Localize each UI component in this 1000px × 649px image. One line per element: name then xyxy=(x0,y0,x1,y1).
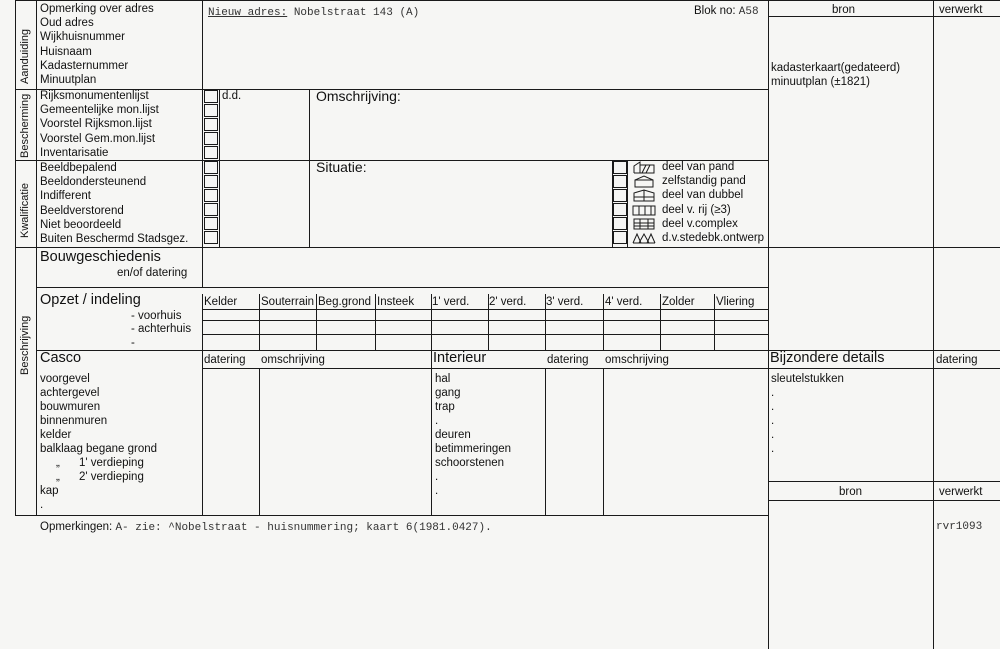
stedebk-ontwerp-icon xyxy=(632,231,656,244)
rule-fl-7 xyxy=(603,294,604,350)
verwerkt-header: verwerkt xyxy=(939,4,983,16)
checkbox-beeldondersteunend[interactable] xyxy=(204,175,218,188)
rule-sit-cb-right xyxy=(627,160,628,247)
opzet-label: Opzet / indeling xyxy=(40,292,141,308)
field-beeldbepalend: Beeldbepalend xyxy=(40,162,117,174)
zelfstandig-pand-icon xyxy=(632,175,656,188)
bescherming-field-list xyxy=(40,89,159,160)
rule-bron-left xyxy=(768,0,769,649)
option-deel-van-dubbel: deel van dubbel xyxy=(662,189,744,202)
checkbox-deel-v-rij[interactable] xyxy=(613,203,627,216)
bijzondere-item-dot-5: . xyxy=(771,443,775,455)
bijzondere-title: Bijzondere details xyxy=(770,350,885,366)
field-inventarisatie: Inventarisatie xyxy=(40,146,109,159)
option-deel-v-complex: deel v.complex xyxy=(662,217,738,230)
floor-2-verd: 2' verd. xyxy=(489,296,527,308)
opzet-voorhuis: - voorhuis xyxy=(131,310,182,322)
rule-check-col-right xyxy=(219,89,220,247)
checkbox-rijksmon[interactable] xyxy=(204,90,218,103)
rule-interieur-left xyxy=(431,350,432,515)
interieur-col-datering: datering xyxy=(547,354,589,366)
interieur-item-deuren: deuren xyxy=(435,429,471,441)
option-zelfstandig-pand: zelfstandig pand xyxy=(662,175,746,188)
interieur-item-dot-3: . xyxy=(435,485,439,497)
source-minuutplan: minuutplan (±1821) xyxy=(771,76,871,89)
field-wijkhuisnummer: Wijkhuisnummer xyxy=(40,31,125,44)
checkbox-inventarisatie[interactable] xyxy=(204,146,218,159)
bijzondere-verwerkt: verwerkt xyxy=(939,486,983,498)
opzet-achterhuis: - achterhuis xyxy=(131,323,192,335)
casco-item-2-verdieping: „ 2' verdieping xyxy=(56,471,144,483)
rule-opzet-1 xyxy=(202,309,768,310)
archive-code: rvr1093 xyxy=(936,521,983,533)
checkbox-niet-beoordeeld[interactable] xyxy=(204,217,218,230)
floor-vliering: Vliering xyxy=(716,296,755,308)
casco-item-achtergevel: achtergevel xyxy=(40,387,100,399)
casco-item-kap: kap xyxy=(40,485,59,497)
aanduiding-field-list xyxy=(40,2,154,87)
interieur-item-dot-1: . xyxy=(435,415,439,427)
floor-beg-grond: Beg.grond xyxy=(318,296,372,308)
floor-1-verd: 1' verd. xyxy=(432,296,470,308)
rule-opzet-2 xyxy=(202,320,768,321)
checkbox-zelfstandig-pand[interactable] xyxy=(613,175,627,188)
bouwgeschiedenis-label: Bouwgeschiedenis xyxy=(40,249,161,265)
casco-item-bouwmuren: bouwmuren xyxy=(40,401,101,413)
checkbox-stedebk-ontwerp[interactable] xyxy=(613,231,627,244)
bijzondere-item-dot-3: . xyxy=(771,415,775,427)
casco-col-omschrijving: omschrijving xyxy=(261,354,325,366)
source-kadasterkaart: kadasterkaart(gedateerd) xyxy=(771,62,901,74)
rule-int-oms xyxy=(603,368,604,515)
rule-aand-field xyxy=(202,0,203,89)
option-deel-van-pand: deel van pand xyxy=(662,161,735,173)
option-stedebk-ontwerp: d.v.stedebk.ontwerp xyxy=(662,232,765,245)
section-label-beschrijving: Beschrijving xyxy=(19,315,31,375)
deel-van-pand-icon xyxy=(632,161,656,174)
rule-fl-2 xyxy=(316,294,317,350)
rule-fl-8 xyxy=(660,294,661,350)
section-label-aanduiding: Aanduiding xyxy=(19,28,31,84)
section-label-kwalificatie: Kwalificatie xyxy=(19,182,31,238)
casco-item-list xyxy=(40,372,157,512)
field-opmerking-adres: Opmerking over adres xyxy=(40,3,154,15)
floor-4-verd: 4' verd. xyxy=(605,296,643,308)
rule-check-col xyxy=(202,89,203,247)
field-kadasternummer: Kadasternummer xyxy=(40,59,129,72)
opmerkingen-label: Opmerkingen: xyxy=(40,521,113,533)
casco-item-extra: . xyxy=(40,499,44,511)
interieur-item-dot-2: . xyxy=(435,471,439,483)
blok-no-value: A58 xyxy=(738,6,759,18)
checkbox-beeldverstorend[interactable] xyxy=(204,203,218,216)
field-rijksmonumentenlijst: Rijksmonumentenlijst xyxy=(40,90,149,102)
field-oud-adres: Oud adres xyxy=(40,17,94,30)
checkbox-buiten-beschermd[interactable] xyxy=(204,231,218,244)
field-voorstel-rijksmon: Voorstel Rijksmon.lijst xyxy=(40,118,152,131)
bijzondere-item-dot-2: . xyxy=(771,401,775,413)
field-gemeentelijke-mon-lijst: Gemeentelijke mon.lijst xyxy=(40,104,159,117)
omschrijving-label: Omschrijving: xyxy=(316,88,401,104)
blok-no-label: Blok no: xyxy=(694,5,736,17)
rule-top xyxy=(15,0,1000,1)
rule-fl-3 xyxy=(375,294,376,350)
casco-col-datering: datering xyxy=(204,354,246,366)
situatie-label: Situatie: xyxy=(316,159,367,175)
floor-3-verd: 3' verd. xyxy=(546,296,584,308)
checkbox-deel-van-pand[interactable] xyxy=(613,161,627,174)
checkbox-deel-van-dubbel[interactable] xyxy=(613,189,627,202)
interieur-col-omschrijving: omschrijving xyxy=(605,354,669,366)
rule-int-dat xyxy=(545,368,546,515)
rule-casco-header xyxy=(202,368,1000,369)
rule-kwalificatie-bottom xyxy=(15,247,1000,248)
checkbox-voorstel-gem[interactable] xyxy=(204,132,218,145)
dd-label: d.d. xyxy=(222,90,242,102)
floor-kelder: Kelder xyxy=(204,296,238,308)
checkbox-deel-v-complex[interactable] xyxy=(613,217,627,230)
casco-item-voorgevel: voorgevel xyxy=(40,373,90,385)
kwalificatie-field-list xyxy=(40,161,188,246)
rule-left xyxy=(15,0,16,515)
field-huisnaam: Huisnaam xyxy=(40,45,92,58)
casco-item-balklaag: balklaag begane grond xyxy=(40,443,158,455)
field-niet-beoordeeld: Niet beoordeeld xyxy=(40,218,122,231)
interieur-item-gang: gang xyxy=(435,387,461,399)
nieuw-adres-value: Nobelstraat 143 (A) xyxy=(293,7,420,19)
section-label-bescherming: Bescherming xyxy=(19,93,31,158)
interieur-item-schoorstenen: schoorstenen xyxy=(435,457,505,469)
casco-item-binnenmuren: binnenmuren xyxy=(40,415,108,427)
rule-opzet-3 xyxy=(202,334,768,335)
blok-no xyxy=(694,4,759,19)
interieur-item-list xyxy=(435,372,511,498)
bron-header: bron xyxy=(832,4,856,16)
field-buiten-beschermd: Buiten Beschermd Stadsgez. xyxy=(40,233,189,246)
deel-v-complex-icon xyxy=(632,217,656,230)
rule-fl-0 xyxy=(202,294,203,350)
rule-casco-oms xyxy=(259,368,260,515)
deel-v-rij-icon xyxy=(632,203,656,216)
rule-casco-dat xyxy=(202,350,203,515)
deel-van-dubbel-icon xyxy=(632,189,656,202)
rule-label-col xyxy=(36,0,37,515)
nieuw-adres xyxy=(208,6,419,20)
interieur-item-betimmeringen: betimmeringen xyxy=(435,443,512,455)
bijzondere-col-datering: datering xyxy=(936,354,978,366)
bijzondere-item-dot-1: . xyxy=(771,387,775,399)
checkbox-voorstel-rijks[interactable] xyxy=(204,118,218,131)
checkbox-gem-mon[interactable] xyxy=(204,104,218,117)
interieur-title: Interieur xyxy=(433,350,487,366)
nieuw-adres-label: Nieuw adres: xyxy=(208,7,288,19)
bijzondere-item-sleutelstukken: sleutelstukken xyxy=(771,373,844,385)
floor-souterrain: Souterrain xyxy=(261,296,315,308)
bijzondere-bron: bron xyxy=(839,486,863,498)
casco-title: Casco xyxy=(40,350,82,366)
casco-item-1-verdieping: „ 1' verdieping xyxy=(56,457,144,469)
rule-fl-1 xyxy=(259,294,260,350)
opmerkingen xyxy=(40,520,492,535)
opzet-extra: - xyxy=(131,337,135,349)
floor-insteek: Insteek xyxy=(377,296,415,308)
rule-fl-9 xyxy=(714,294,715,350)
checkbox-beeldbepalend[interactable] xyxy=(204,161,218,174)
rule-situatie-left xyxy=(309,160,310,247)
field-minuutplan: Minuutplan xyxy=(40,74,97,87)
rule-verwerkt-left xyxy=(933,0,934,649)
bijzondere-item-dot-4: . xyxy=(771,429,775,441)
rule-bouw-field xyxy=(202,247,203,287)
datering-label: en/of datering xyxy=(117,267,188,279)
checkbox-indifferent[interactable] xyxy=(204,189,218,202)
field-voorstel-gem-mon: Voorstel Gem.mon.lijst xyxy=(40,132,156,145)
field-beeldverstorend: Beeldverstorend xyxy=(40,204,124,217)
rule-bouw-bottom xyxy=(36,287,768,288)
situatie-options xyxy=(662,160,764,245)
opmerkingen-text: A- zie: ^Nobelstraat - huisnummering; kaart 6(1981.0427). xyxy=(115,522,492,534)
interieur-item-trap: trap xyxy=(435,401,455,413)
rule-dd-col xyxy=(309,89,310,160)
rule-opmerkingen-top xyxy=(15,515,768,516)
option-deel-v-rij: deel v. rij (≥3) xyxy=(662,203,731,216)
rule-bijz-box-top xyxy=(768,481,1000,482)
bron-sources xyxy=(771,61,900,89)
field-indifferent: Indifferent xyxy=(40,190,91,203)
rule-bijz-box-head xyxy=(768,500,1000,501)
bijzondere-item-list xyxy=(771,372,844,456)
interieur-item-hal: hal xyxy=(435,373,451,385)
field-beeldondersteunend: Beeldondersteunend xyxy=(40,176,147,189)
floor-zolder: Zolder xyxy=(662,296,695,308)
casco-item-kelder: kelder xyxy=(40,429,72,441)
